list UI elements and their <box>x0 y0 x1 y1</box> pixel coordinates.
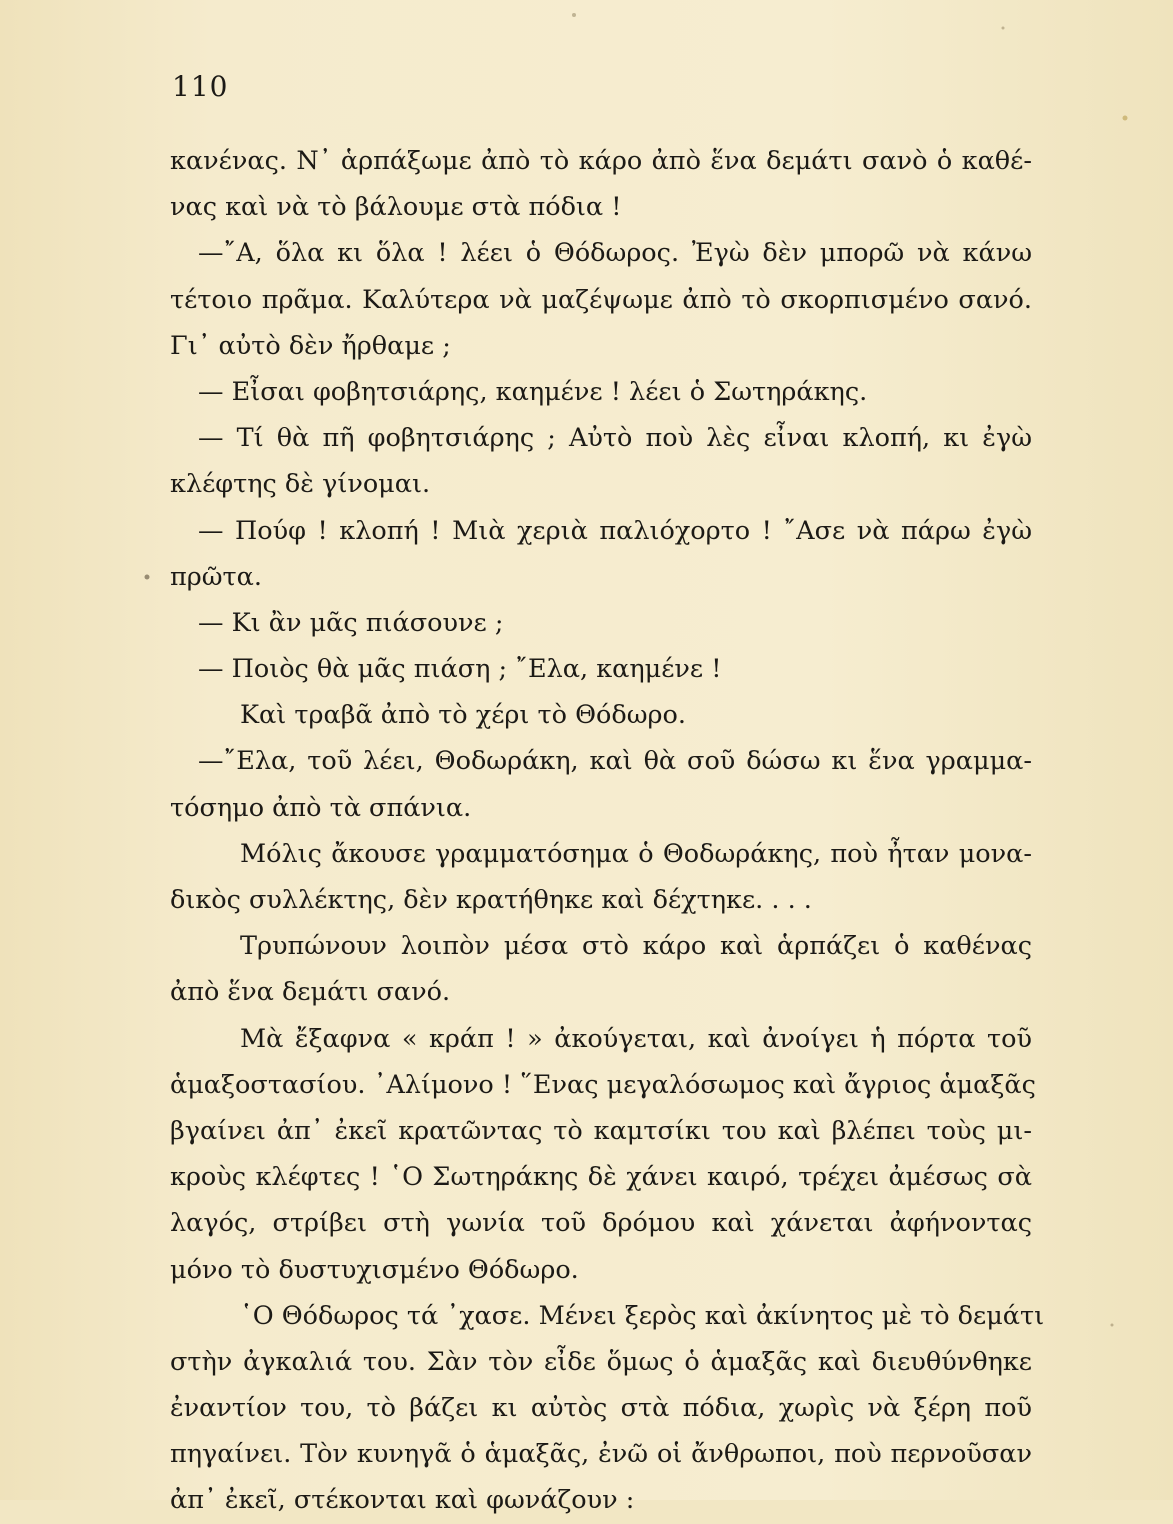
text-line: —῎Ελα, τοῦ λέει, Θοδωράκη, καὶ θὰ σοῦ δώσω κι ἕνα γραμμα- <box>198 746 1032 777</box>
text-line: τέτοιο πρᾶμα. Καλύτερα νὰ μαζέψωμε ἀπὸ τὸ σκορπισμένο σανό. <box>170 284 1032 315</box>
text-line: βγαίνει ἀπ᾿ ἐκεῖ κρατῶντας τὸ καμτσίκι του καὶ βλέπει τοὺς μι- <box>170 1115 1032 1146</box>
text-line: κροὺς κλέφτες ! ῾Ο Σωτηράκης δὲ χάνει καιρό, τρέχει ἀμέσως σὰ <box>170 1162 1032 1193</box>
text-line: ἁμαξοστασίου. ᾿Αλίμονο ! ῞Ενας μεγαλόσωμος καὶ ἄγριος ἁμαξᾶς <box>170 1069 1036 1100</box>
text-line: κανένας. Ν᾿ ἁρπάξωμε ἀπὸ τὸ κάρο ἀπὸ ἕνα δεμάτι σανὸ ὁ καθέ- <box>170 146 1032 176</box>
text-line: —῎Α, ὅλα κι ὅλα ! λέει ὁ Θόδωρος. Ἐγὼ δὲν μπορῶ νὰ κάνω <box>198 238 1032 269</box>
text-line: Γι᾿ αὐτὸ δὲν ἤρθαμε ; <box>170 330 451 361</box>
text-line: — Ποιὸς θὰ μᾶς πιάση ; ῎Ελα, καημένε ! <box>198 654 722 685</box>
text-line: στὴν ἀγκαλιά του. Σὰν τὸν εἶδε ὅμως ὁ ἁμαξᾶς καὶ διευθύνθηκε <box>170 1346 1032 1377</box>
text-line: Τρυπώνουν λοιπὸν μέσα στὸ κάρο καὶ ἁρπάζει ὁ καθένας <box>240 931 1032 962</box>
text-line: μόνο τὸ δυστυχισμένο Θόδωρο. <box>170 1254 579 1285</box>
text-line: κλέφτης δὲ γίνομαι. <box>170 469 431 500</box>
page-number: 110 <box>172 70 229 103</box>
text-line: ῾Ο Θόδωρος τά ᾿χασε. Μένει ξερὸς καὶ ἀκίνητος μὲ τὸ δεμάτι <box>240 1300 1045 1331</box>
body-text <box>170 138 1045 1524</box>
text-line: — Εἶσαι φοβητσιάρης, καημένε ! λέει ὁ Σωτηράκης. <box>198 376 868 407</box>
text-line: Μὰ ἔξαφνα « κράπ ! » ἀκούγεται, καὶ ἀνοίγει ἡ πόρτα τοῦ <box>240 1023 1032 1054</box>
text-line: λαγός, στρίβει στὴ γωνία τοῦ δρόμου καὶ χάνεται ἀφήνοντας <box>170 1208 1032 1239</box>
text-line: νας καὶ νὰ τὸ βάλουμε στὰ πόδια ! <box>170 192 622 223</box>
text-line: πηγαίνει. Τὸν κυνηγᾶ ὁ ἁμαξᾶς, ἐνῶ οἱ ἄνθρωποι, ποὺ περνοῦσαν <box>170 1439 1032 1470</box>
text-line: — Κι ἂν μᾶς πιάσουνε ; <box>198 607 504 638</box>
text-line: δικὸς συλλέκτης, δὲν κρατήθηκε καὶ δέχτηκε. . . . <box>170 885 812 915</box>
text-line: τόσημο ἀπὸ τὰ σπάνια. <box>170 792 472 823</box>
text-line: — Τί θὰ πῆ φοβητσιάρης ; Αὐτὸ ποὺ λὲς εἶναι κλοπή, κι ἐγὼ <box>198 423 1032 454</box>
text-line: ἀπὸ ἕνα δεμάτι σανό. <box>170 977 451 1008</box>
text-line: πρῶτα. <box>170 561 262 592</box>
text-line: Καὶ τραβᾶ ἀπὸ τὸ χέρι τὸ Θόδωρο. <box>240 700 686 731</box>
text-line: ἀπ᾿ ἐκεῖ, στέκονται καὶ φωνάζουν : <box>170 1485 635 1516</box>
text-line: — Πούφ ! κλοπή ! Μιὰ χεριὰ παλιόχορτο ! ῎Ασε νὰ πάρω ἐγὼ <box>198 515 1032 546</box>
text-line: ἐναντίον του, τὸ βάζει κι αὐτὸς στὰ πόδια, χωρὶς νὰ ξέρη ποῦ <box>170 1393 1032 1424</box>
text-line: Μόλις ἄκουσε γραμματόσημα ὁ Θοδωράκης, ποὺ ἦταν μονα- <box>240 838 1032 869</box>
